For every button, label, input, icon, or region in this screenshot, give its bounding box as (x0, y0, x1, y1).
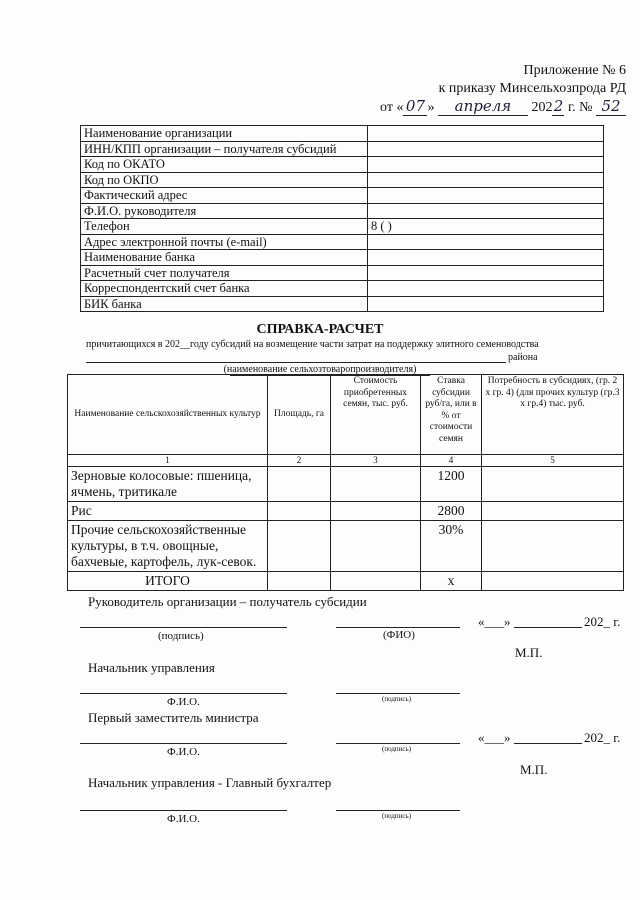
field-value[interactable]: 8 ( ) (368, 219, 604, 235)
total-row (68, 572, 624, 591)
field-label: Телефон (81, 219, 368, 235)
chief-of-department-title: Начальник управления (88, 660, 215, 675)
field-value[interactable] (368, 203, 604, 219)
fio-caption: Ф.И.О. (167, 746, 200, 758)
table-row (81, 296, 604, 312)
fio-line (80, 810, 287, 811)
order-date-line (380, 97, 626, 117)
organization-info-table (80, 125, 604, 312)
table-row (81, 250, 604, 266)
date-day-blank: «___» (478, 614, 511, 629)
field-label: Ф.И.О. руководителя (81, 203, 368, 219)
field-value[interactable] (368, 281, 604, 297)
signature-caption: (подпись) (158, 630, 204, 642)
field-label: Наименование банка (81, 250, 368, 266)
chief-accountant-title: Начальник управления - Главный бухгалтер (88, 775, 332, 790)
year-prefix: 202 (531, 100, 553, 115)
crop-need (482, 502, 624, 521)
crop-rate: 30% (421, 521, 482, 572)
field-label: Код по ОКПО (81, 172, 368, 188)
signature-caption: (подпись) (382, 745, 412, 753)
signature-line (80, 627, 287, 628)
date-month-line (514, 743, 582, 744)
crop-cost (331, 467, 421, 502)
region-blank-line (86, 362, 506, 363)
crop-rate: 2800 (421, 502, 482, 521)
table-row (68, 502, 624, 521)
table-row (81, 157, 604, 173)
close-quote: » (427, 100, 435, 115)
field-label: Расчетный счет получателя (81, 265, 368, 281)
date-month-line (514, 627, 582, 628)
date-day-blank: «___» (478, 730, 511, 745)
field-value[interactable] (368, 188, 604, 204)
table-row (81, 203, 604, 219)
first-deputy-minister-title: Первый заместитель министра (88, 710, 259, 725)
order-reference: к приказу Минсельхозпрода РД (438, 81, 626, 96)
table-row (68, 467, 624, 502)
field-label: Корреспондентский счет банка (81, 281, 368, 297)
crop-need (482, 467, 624, 502)
table-row (81, 172, 604, 188)
num-label: № (579, 100, 593, 115)
signature-caption: (подпись) (382, 812, 412, 820)
field-value[interactable] (368, 141, 604, 157)
producer-name-caption: (наименование сельхозтоваропроизводителя) (223, 364, 417, 375)
document-subtitle: причитающихся в 202__году субсидий на возмещение части затрат на поддержку элитного семеноводства (86, 339, 539, 350)
crop-name: Прочие сельскохозяйственные культуры, в т.ч. овощные, бахчевые, картофель, лук-севок. (68, 521, 268, 572)
header-need: Потребность в субсидиях, (гр. 2 х гр. 4) (для прочих культур (гр.3 х гр.4) тыс. руб. (482, 375, 624, 455)
fio-line (80, 743, 287, 744)
total-need (482, 572, 624, 591)
field-label: Наименование организации (81, 126, 368, 142)
signature-line (336, 693, 460, 694)
year-g: г. (567, 100, 576, 115)
field-value[interactable] (368, 157, 604, 173)
crop-area (268, 467, 331, 502)
table-row (81, 219, 604, 235)
crop-area (268, 502, 331, 521)
total-area (268, 572, 331, 591)
date-year: 202_ г. (584, 730, 621, 745)
fio-caption: (ФИО) (383, 629, 415, 641)
table-row (81, 281, 604, 297)
order-number: 52 (596, 97, 626, 116)
col-number-1: 1 (68, 455, 268, 467)
subsidy-calculation-table (67, 374, 624, 591)
table-row (81, 265, 604, 281)
year-suffix: 2 (553, 97, 564, 115)
fio-caption: Ф.И.О. (167, 696, 200, 708)
field-value[interactable] (368, 296, 604, 312)
fio-caption: Ф.И.О. (167, 813, 200, 825)
field-value[interactable] (368, 172, 604, 188)
document-title: СПРАВКА-РАСЧЕТ (256, 322, 384, 337)
crop-area (268, 521, 331, 572)
field-label: БИК банка (81, 296, 368, 312)
crop-name: Рис (68, 502, 268, 521)
crop-need (482, 521, 624, 572)
signature-caption: (подпись) (382, 695, 412, 703)
col-number-5: 5 (482, 455, 624, 467)
fio-line (336, 627, 460, 628)
table-row (68, 521, 624, 572)
col-number-4: 4 (421, 455, 482, 467)
region-label: района (508, 352, 538, 363)
field-label: Адрес электронной почты (e-mail) (81, 234, 368, 250)
col-number-3: 3 (331, 455, 421, 467)
total-cost (331, 572, 421, 591)
ot-prefix: от « (380, 100, 404, 115)
total-rate: х (421, 572, 482, 591)
header-crop: Наименование сельскохозяйственных культур (68, 375, 268, 455)
table-row (81, 126, 604, 142)
crop-cost (331, 502, 421, 521)
field-value[interactable] (368, 126, 604, 142)
header-cost: Стоимость приобретенных семян, тыс. руб. (331, 375, 421, 455)
field-value[interactable] (368, 265, 604, 281)
appendix-number: Приложение № 6 (523, 63, 626, 78)
order-month: апреля (438, 97, 528, 116)
fio-line (80, 693, 287, 694)
order-day: 07 (403, 97, 427, 116)
signature-line (336, 743, 460, 744)
header-area: Площадь, га (268, 375, 331, 455)
field-label: ИНН/КПП организации – получателя субсидий (81, 141, 368, 157)
table-row (81, 141, 604, 157)
stamp-place: М.П. (520, 762, 548, 777)
table-row (81, 234, 604, 250)
field-label: Фактический адрес (81, 188, 368, 204)
crop-cost (331, 521, 421, 572)
field-value[interactable] (368, 250, 604, 266)
date-year: 202_ г. (584, 614, 621, 629)
field-value[interactable] (368, 234, 604, 250)
table-row (81, 188, 604, 204)
col-number-2: 2 (268, 455, 331, 467)
signature-line (336, 810, 460, 811)
field-label: Код по ОКАТО (81, 157, 368, 173)
crop-name: Зерновые колосовые: пшеница, ячмень, тритикале (68, 467, 268, 502)
head-of-organization-title: Руководитель организации – получатель субсидии (88, 594, 367, 609)
stamp-place: М.П. (515, 645, 543, 660)
crop-rate: 1200 (421, 467, 482, 502)
header-rate: Ставка субсидии руб/га, или в % от стоимости семян (421, 375, 482, 455)
total-label: ИТОГО (68, 572, 268, 591)
